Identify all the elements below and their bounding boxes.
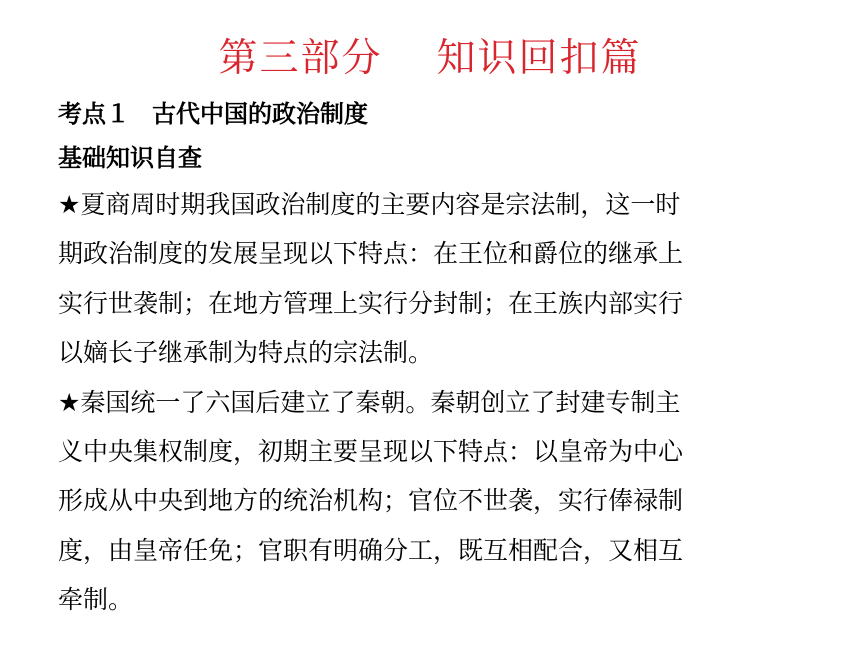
paragraph-2 bbox=[58, 378, 788, 625]
section-heading bbox=[58, 92, 788, 136]
page-title bbox=[0, 34, 860, 84]
paragraph-line bbox=[58, 378, 788, 427]
title-name: 知识回扣篇 bbox=[436, 36, 642, 81]
paragraph-line: 义中央集权制度，初期主要呈现以下特点：以皇帝为中心 bbox=[58, 436, 684, 466]
star-bullet-icon: ★ bbox=[58, 190, 81, 219]
paragraph-1 bbox=[58, 180, 788, 378]
paragraph-line: 期政治制度的发展呈现以下特点：在王位和爵位的继承上 bbox=[58, 239, 684, 269]
section-topic: 古代中国的政治制度 bbox=[152, 100, 368, 128]
paragraph-line: 形成从中央到地方的统治机构；官位不世袭，实行俸禄制 bbox=[58, 486, 684, 516]
paragraph-line: 实行世袭制；在地方管理上实行分封制；在王族内部实行 bbox=[58, 288, 684, 318]
paragraph-text: 夏商周时期我国政治制度的主要内容是宗法制，这一时 bbox=[80, 190, 681, 219]
paragraph-line: 以嫡长子继承制为特点的宗法制。 bbox=[58, 338, 434, 368]
section-label: 考点１ bbox=[58, 100, 130, 128]
paragraph-line bbox=[58, 180, 788, 229]
paragraph-text: 秦国统一了六国后建立了秦朝。秦朝创立了封建专制主 bbox=[80, 387, 681, 417]
content-body bbox=[58, 92, 788, 625]
subheading: 基础知识自查 bbox=[58, 144, 202, 172]
paragraph-line: 牵制。 bbox=[58, 585, 134, 615]
paragraph-line: 度，由皇帝任免；官职有明确分工，既互相配合，又相互 bbox=[58, 535, 684, 565]
title-part: 第三部分 bbox=[218, 36, 383, 81]
star-bullet-icon: ★ bbox=[58, 387, 81, 417]
